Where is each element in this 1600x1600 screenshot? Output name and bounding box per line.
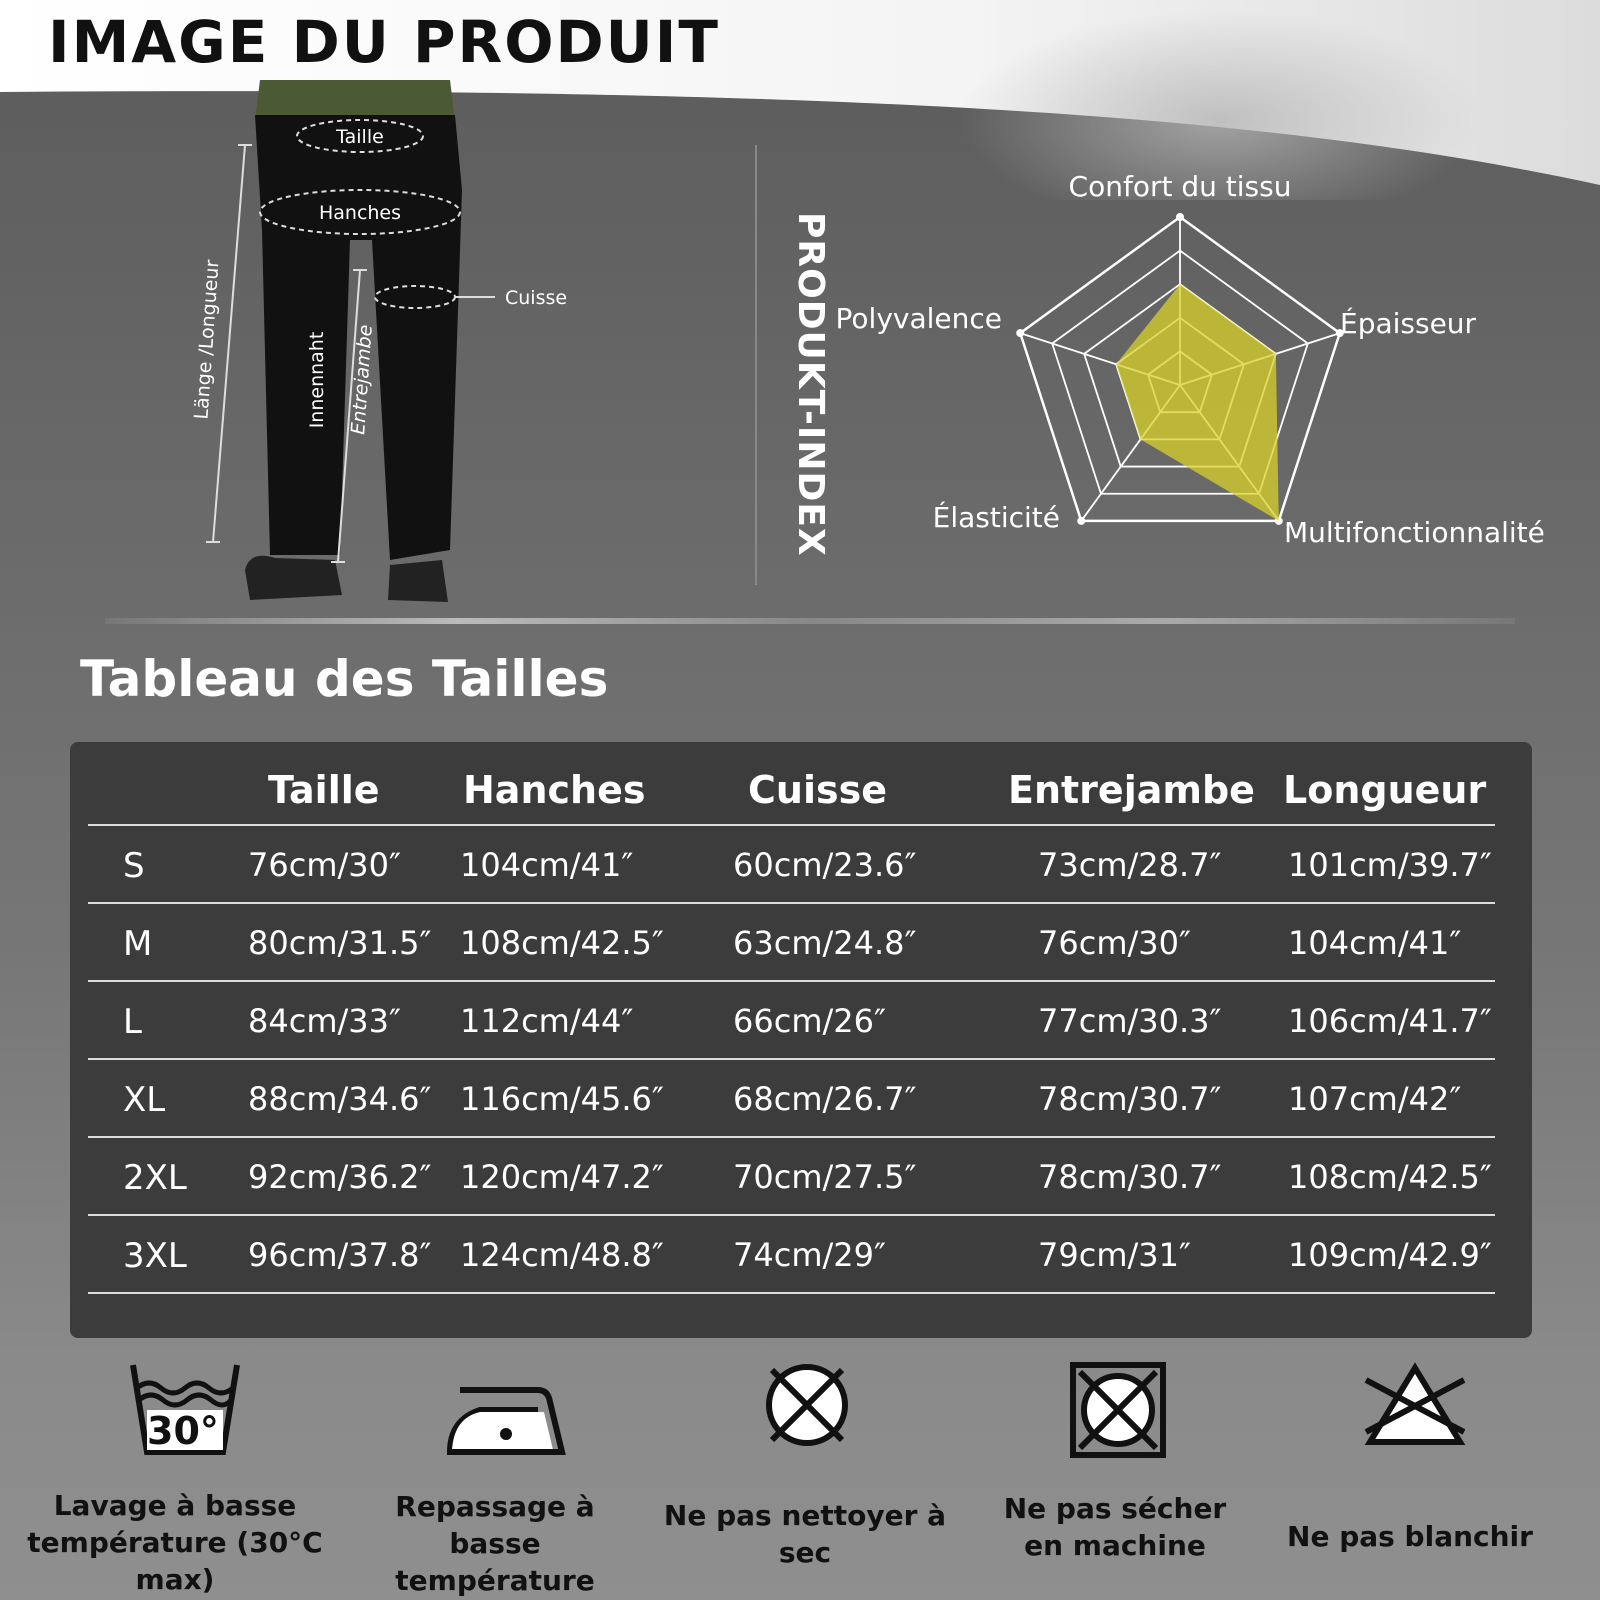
care-item-wash: [125, 1360, 245, 1460]
column-header-waist: Taille: [268, 768, 380, 812]
shirt-shape: [255, 80, 455, 120]
table-row: [88, 1136, 1495, 1216]
cell-length: 109cm/42.9″: [1288, 1236, 1492, 1274]
cell-size: 2XL: [123, 1158, 187, 1198]
cell-length: 104cm/41″: [1288, 924, 1462, 962]
label-hips: Hanches: [318, 202, 402, 224]
cell-thigh: 70cm/27.5″: [733, 1158, 917, 1196]
cell-waist: 92cm/36.2″: [248, 1158, 432, 1196]
cell-size: 3XL: [123, 1236, 187, 1276]
column-header-length: Longueur: [1283, 768, 1487, 812]
size-chart-title: Tableau des Tailles: [80, 650, 609, 708]
radar-axis-label: Confort du tissu: [1068, 170, 1292, 203]
radar-axis-label: Multifonctionnalité: [1284, 516, 1545, 549]
cell-hips: 124cm/48.8″: [460, 1236, 664, 1274]
cell-inseam: 78cm/30.7″: [1038, 1158, 1222, 1196]
care-label-tumble: Ne pas sécher en machine: [1003, 1492, 1227, 1562]
cell-waist: 96cm/37.8″: [248, 1236, 432, 1274]
column-header-thigh: Cuisse: [748, 768, 887, 812]
radar-vertex: [1016, 329, 1024, 337]
cell-hips: 116cm/45.6″: [460, 1080, 664, 1118]
right-shoe: [388, 560, 448, 602]
cell-inseam: 79cm/31″: [1038, 1236, 1191, 1274]
care-label-bleach: Ne pas blanchir: [1287, 1520, 1533, 1553]
radar-series-area: [1116, 284, 1279, 521]
cell-inseam: 78cm/30.7″: [1038, 1080, 1222, 1118]
radar-vertex: [1077, 517, 1085, 525]
radar-axis-label: Épaisseur: [1340, 307, 1477, 340]
table-row: [88, 1058, 1495, 1138]
no-bleach-icon: [1360, 1360, 1470, 1450]
cell-size: L: [123, 1002, 142, 1042]
cell-thigh: 60cm/23.6″: [733, 846, 917, 884]
size-chart-table: [70, 742, 1532, 1338]
radar-axis-label: Élasticité: [932, 501, 1060, 534]
cell-size: S: [123, 846, 145, 886]
table-row: [88, 980, 1495, 1060]
pants-measurement-diagram: [150, 80, 600, 620]
product-index-label: PRODUKT-INDEX: [790, 212, 831, 557]
left-shoe: [245, 556, 342, 600]
vertical-divider: [755, 145, 757, 585]
care-label-iron: Repassage à basse température: [395, 1490, 595, 1597]
cell-hips: 120cm/47.2″: [460, 1158, 664, 1196]
table-header-row: [88, 742, 1495, 826]
product-index-radar-chart: [800, 160, 1580, 580]
label-waist: Taille: [336, 126, 384, 148]
cell-length: 107cm/42″: [1288, 1080, 1462, 1118]
no-tumble-dry-icon: [1068, 1360, 1168, 1460]
label-inseam-de: Innennaht: [306, 331, 328, 429]
cell-thigh: 68cm/26.7″: [733, 1080, 917, 1118]
table-row: [88, 824, 1495, 904]
radar-vertex: [1176, 213, 1184, 221]
cell-waist: 80cm/31.5″: [248, 924, 432, 962]
cell-size: M: [123, 924, 153, 964]
wash-30-icon: [125, 1360, 245, 1460]
cell-hips: 104cm/41″: [460, 846, 634, 884]
column-header-inseam: Entrejambe: [1008, 768, 1255, 812]
care-item-iron: [440, 1360, 570, 1460]
cell-thigh: 66cm/26″: [733, 1002, 886, 1040]
cell-size: XL: [123, 1080, 166, 1120]
cell-thigh: 63cm/24.8″: [733, 924, 917, 962]
care-label-dry-clean: Ne pas nettoyer à sec: [663, 1499, 947, 1569]
page-title: IMAGE DU PRODUIT: [48, 8, 720, 76]
care-item-tumble: [1068, 1360, 1168, 1460]
cell-inseam: 77cm/30.3″: [1038, 1002, 1222, 1040]
cell-hips: 112cm/44″: [460, 1002, 634, 1040]
label-inseam-fr: Entrejambe: [347, 323, 377, 436]
cell-waist: 76cm/30″: [248, 846, 401, 884]
label-thigh: Cuisse: [505, 287, 568, 309]
cell-inseam: 73cm/28.7″: [1038, 846, 1222, 884]
cell-waist: 84cm/33″: [248, 1002, 401, 1040]
table-row: [88, 1214, 1495, 1294]
wash-temp-text: 30°: [147, 1409, 219, 1453]
label-length: Länge /Longueur: [190, 258, 224, 421]
radar-axis-label: Polyvalence: [835, 302, 1002, 335]
cell-inseam: 76cm/30″: [1038, 924, 1191, 962]
care-item-bleach: [1360, 1360, 1470, 1450]
care-item-dry-clean: [762, 1360, 852, 1450]
cell-length: 108cm/42.5″: [1288, 1158, 1492, 1196]
table-row: [88, 902, 1495, 982]
cell-thigh: 74cm/29″: [733, 1236, 886, 1274]
iron-low-icon: [440, 1360, 570, 1460]
section-divider: [105, 618, 1515, 624]
cell-hips: 108cm/42.5″: [460, 924, 664, 962]
cell-length: 106cm/41.7″: [1288, 1002, 1492, 1040]
no-dry-clean-icon: [762, 1360, 852, 1450]
cell-waist: 88cm/34.6″: [248, 1080, 432, 1118]
cell-length: 101cm/39.7″: [1288, 846, 1492, 884]
care-label-wash: Lavage à basse température (30°C max): [27, 1489, 323, 1596]
column-header-hips: Hanches: [463, 768, 646, 812]
